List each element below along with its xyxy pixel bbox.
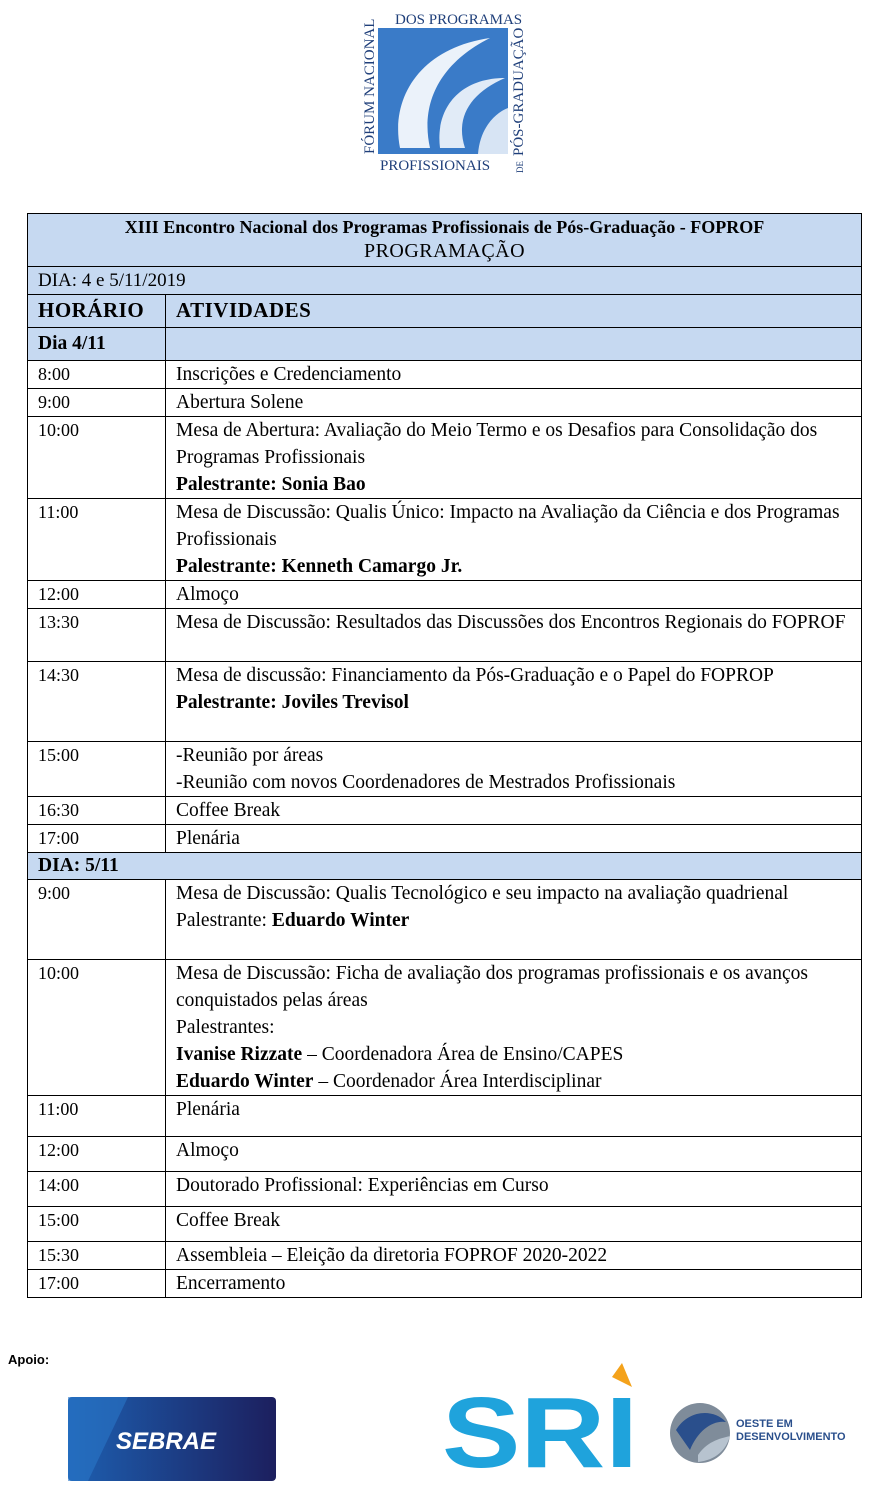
schedule-time: 10:00 (28, 960, 166, 1096)
schedule-activity (166, 1242, 862, 1270)
logo-left-text: FÓRUM NACIONAL (362, 18, 378, 154)
speaker-name: Eduardo Winter (176, 1071, 314, 1092)
activity-text: Mesa de Abertura: Avaliação do Meio Termo e os Desafios para Consolidação dos Programas Profissionais (176, 420, 818, 468)
activity-line (176, 1242, 861, 1269)
schedule-time: 12:00 (28, 581, 166, 609)
schedule-row (28, 742, 862, 797)
schedule-activity (166, 1137, 862, 1172)
schedule-activity (166, 825, 862, 853)
day1-label: Dia 4/11 (28, 328, 166, 361)
day1-header-row (28, 328, 862, 361)
oeste-line2: DESENVOLVIMENTO (736, 1431, 846, 1443)
speaker-name: Palestrante: Joviles Trevisol (176, 692, 409, 713)
schedule-activity (166, 361, 862, 389)
schedule-row (28, 499, 862, 581)
activity-text: -Reunião com novos Coordenadores de Mestrados Profissionais (176, 772, 676, 793)
schedule-row (28, 361, 862, 389)
activity-line (176, 499, 861, 553)
activity-line (176, 662, 861, 689)
activity-line (176, 417, 861, 471)
schedule-activity (166, 609, 862, 662)
activity-line (176, 361, 861, 388)
activity-text: Plenária (176, 1099, 240, 1120)
title-row (28, 214, 862, 267)
day2-label: DIA: 5/11 (28, 853, 862, 880)
event-title: XIII Encontro Nacional dos Programas Profissionais de Pós-Graduação - FOPROF (124, 217, 765, 237)
sri-logo (440, 1355, 645, 1473)
schedule-activity (166, 417, 862, 499)
column-header-row (28, 295, 862, 328)
activity-line (176, 389, 861, 416)
activity-text: Encerramento (176, 1273, 286, 1294)
schedule-time: 15:00 (28, 742, 166, 797)
logo-top-text: DOS PROGRAMAS (395, 12, 523, 28)
schedule-row (28, 825, 862, 853)
col-header-time: HORÁRIO (28, 295, 166, 328)
schedule-time: 17:00 (28, 1270, 166, 1298)
schedule-time: 13:30 (28, 609, 166, 662)
day1-schedule (28, 361, 862, 853)
schedule-time: 11:00 (28, 499, 166, 581)
activity-line (176, 769, 861, 796)
schedule-activity (166, 1207, 862, 1242)
schedule-time: 15:00 (28, 1207, 166, 1242)
activity-text: Abertura Solene (176, 392, 304, 413)
logo-right-text: PÓS-GRADUAÇÃO (511, 27, 527, 156)
schedule-row (28, 1096, 862, 1137)
schedule-activity (166, 581, 862, 609)
schedule-time: 9:00 (28, 389, 166, 417)
activity-text: Almoço (176, 584, 239, 605)
sebrae-text: SEBRAE (116, 1428, 217, 1455)
schedule-activity (166, 499, 862, 581)
speaker-name: Palestrante: Sonia Bao (176, 474, 366, 495)
logo-bottom-text: PROFISSIONAIS (380, 158, 491, 174)
activity-line (176, 742, 861, 769)
activity-line (176, 471, 861, 498)
schedule-activity (166, 1270, 862, 1298)
schedule-row (28, 389, 862, 417)
schedule-row (28, 1242, 862, 1270)
schedule-time: 10:00 (28, 417, 166, 499)
sebrae-logo (68, 1397, 276, 1481)
activity-text: Palestrantes: (176, 1017, 275, 1038)
dates-row (28, 267, 862, 295)
event-dates: DIA: 4 e 5/11/2019 (28, 267, 862, 295)
schedule-activity (166, 1172, 862, 1207)
schedule-time: 11:00 (28, 1096, 166, 1137)
activity-text: Plenária (176, 828, 240, 849)
schedule-row (28, 960, 862, 1096)
schedule-activity (166, 960, 862, 1096)
schedule-activity (166, 880, 862, 960)
activity-text: Palestrante: (176, 910, 272, 931)
activity-line (176, 1041, 861, 1068)
schedule-row (28, 880, 862, 960)
schedule-time: 15:30 (28, 1242, 166, 1270)
schedule-activity (166, 742, 862, 797)
logo-right-small: DE (515, 161, 525, 173)
activity-line (176, 1096, 861, 1123)
schedule-time: 12:00 (28, 1137, 166, 1172)
day2-header-row (28, 853, 862, 880)
activity-line (176, 553, 861, 580)
schedule-row (28, 1172, 862, 1207)
oeste-logo (668, 1400, 848, 1466)
schedule-table (27, 213, 862, 1298)
activity-line (176, 689, 861, 716)
schedule-time: 8:00 (28, 361, 166, 389)
schedule-time: 14:00 (28, 1172, 166, 1207)
schedule-time: 14:30 (28, 662, 166, 742)
activity-line (176, 1068, 861, 1095)
activity-line (176, 609, 861, 636)
activity-text: – Coordenadora Área de Ensino/CAPES (302, 1044, 624, 1065)
activity-line (176, 960, 861, 1014)
activity-line (176, 825, 861, 852)
schedule-activity (166, 797, 862, 825)
program-heading: PROGRAMAÇÃO (363, 240, 526, 262)
oeste-line1: OESTE EM (736, 1418, 793, 1430)
speaker-name: Ivanise Rizzate (176, 1044, 303, 1065)
activity-line (176, 880, 861, 907)
speaker-name: Palestrante: Kenneth Camargo Jr. (176, 556, 463, 577)
activity-text: Mesa de Discussão: Qualis Único: Impacto na Avaliação da Ciência e dos Programas Profissionais (176, 502, 840, 550)
schedule-time: 17:00 (28, 825, 166, 853)
schedule-row (28, 1207, 862, 1242)
activity-line (176, 1137, 861, 1164)
activity-text: Mesa de discussão: Financiamento da Pós-Graduação e o Papel do FOPROP (176, 665, 774, 686)
activity-text: Mesa de Discussão: Qualis Tecnológico e seu impacto na avaliação quadrienal (176, 883, 789, 904)
activity-text: Inscrições e Credenciamento (176, 364, 402, 385)
support-label: Apoio: (8, 1352, 50, 1367)
activity-line (176, 581, 861, 608)
speaker-name: Eduardo Winter (271, 910, 410, 931)
activity-text: Almoço (176, 1140, 239, 1161)
schedule-time: 9:00 (28, 880, 166, 960)
forum-logo (360, 8, 535, 178)
schedule-row (28, 1270, 862, 1298)
schedule-row (28, 581, 862, 609)
sri-text: SRI (442, 1377, 638, 1473)
schedule-row (28, 1137, 862, 1172)
activity-text: Mesa de Discussão: Resultados das Discussões dos Encontros Regionais do FOPROF (176, 612, 846, 633)
activity-text: Mesa de Discussão: Ficha de avaliação dos programas profissionais e os avanços conquistados pelas áreas (176, 963, 808, 1011)
activity-line (176, 1014, 861, 1041)
activity-text: Coffee Break (176, 800, 281, 821)
activity-line (176, 1207, 861, 1234)
activity-text: Doutorado Profissional: Experiências em Curso (176, 1175, 549, 1196)
schedule-row (28, 609, 862, 662)
activity-line (176, 1270, 861, 1297)
activity-text: – Coordenador Área Interdisciplinar (313, 1071, 602, 1092)
activity-text: Assembleia – Eleição da diretoria FOPROF 2020-2022 (176, 1245, 608, 1266)
schedule-activity (166, 1096, 862, 1137)
activity-line (176, 797, 861, 824)
schedule-row (28, 797, 862, 825)
activity-line (176, 907, 861, 934)
schedule-time: 16:30 (28, 797, 166, 825)
col-header-activity: ATIVIDADES (166, 295, 862, 328)
activity-text: -Reunião por áreas (176, 745, 324, 766)
schedule-activity (166, 389, 862, 417)
schedule-row (28, 662, 862, 742)
activity-line (176, 1172, 861, 1199)
day2-schedule (28, 880, 862, 1298)
activity-text: Coffee Break (176, 1210, 281, 1231)
schedule-row (28, 417, 862, 499)
schedule-activity (166, 662, 862, 742)
